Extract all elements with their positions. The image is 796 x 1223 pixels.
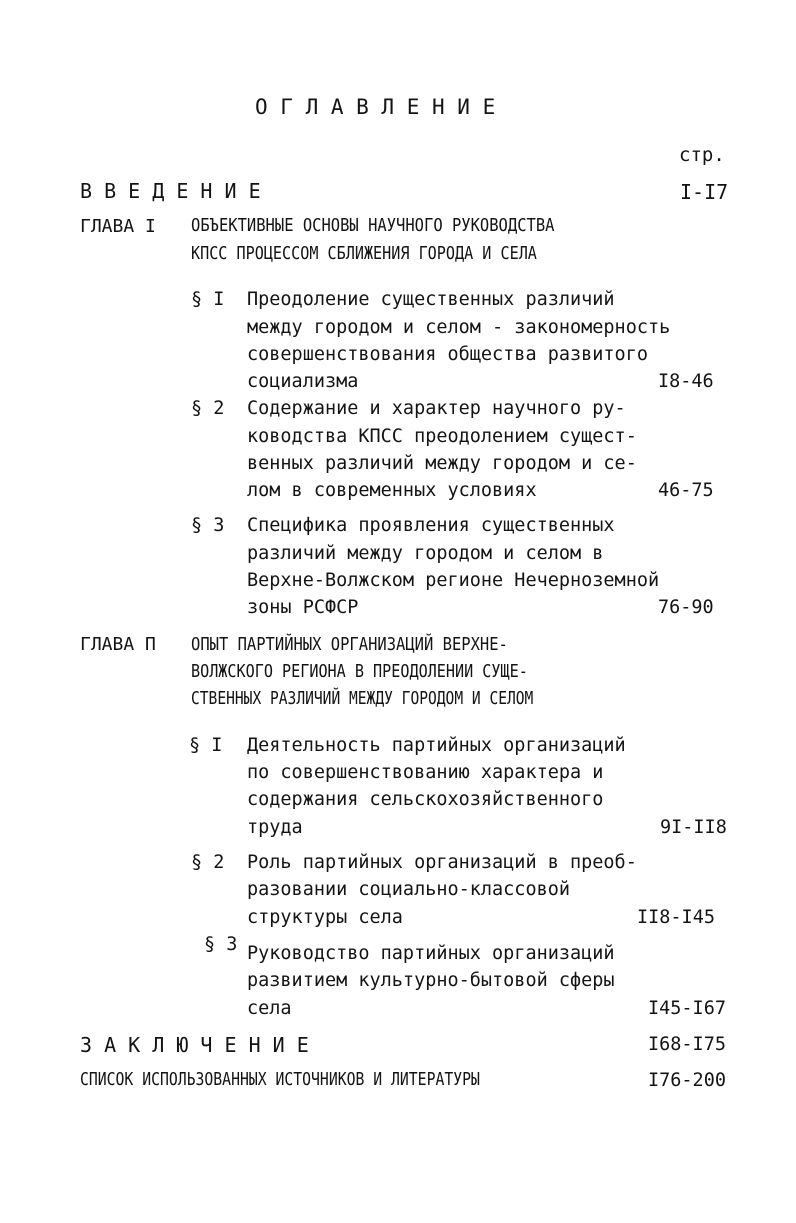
ch2-section-2-mark: § 2 [191,852,225,873]
ch2-section-2-line3: структуры села [247,907,403,928]
intro-pages: I-I7 [680,180,729,204]
ch2-section-3-mark: § 3 [204,934,238,955]
ch1-section-3-pages: 76-90 [658,597,714,618]
chapter-1-label: ГЛАВА I [80,216,156,237]
sources-pages: I76-200 [648,1070,726,1091]
chapter-2-title-line3: СТВЕННЫХ РАЗЛИЧИЙ МЕЖДУ ГОРОДОМ И СЕЛОМ [191,688,534,709]
ch1-section-2-pages: 46-75 [658,480,714,501]
ch2-section-1-line4: труда [247,817,303,838]
ch1-section-3-line2: различий между городом и селом в [247,543,604,564]
ch2-section-3-line1: Руководство партийных организаций [247,943,615,964]
chapter-2-label: ГЛАВА П [80,634,156,655]
ch2-section-2-line2: разовании социально-классовой [247,879,571,900]
ch1-section-1-line2: между городом и селом - закономерность [247,317,671,338]
sources-label: СПИСОК ИСПОЛЬЗОВАННЫХ ИСТОЧНИКОВ И ЛИТЕРАТУРЫ [80,1069,480,1090]
ch1-section-1-pages: I8-46 [658,371,714,392]
intro-label: В В Е Д Е Н И Е [80,179,261,203]
page-title: О Г Л А В Л Е Н И Е [255,95,496,119]
ch1-section-1-mark: § I [191,289,225,310]
ch1-section-2-line1: Содержание и характер научного ру- [247,398,626,419]
chapter-2-title-line1: ОПЫТ ПАРТИЙНЫХ ОРГАНИЗАЦИЙ ВЕРХНЕ- [191,634,508,655]
ch1-section-2-line4: лом в современных условиях [247,480,537,501]
chapter-1-title-line2: КПСС ПРОЦЕССОМ СБЛИЖЕНИЯ ГОРОДА И СЕЛА [191,243,537,264]
ch1-section-3-mark: § 3 [191,515,225,536]
page-column-label: стр. [679,144,725,166]
ch2-section-3-pages: I45-I67 [648,998,726,1019]
ch1-section-3-line1: Специфика проявления существенных [247,515,615,536]
ch2-section-3-line2: развитием культурно-бытовой сферы [247,970,615,991]
ch1-section-3-line4: зоны РСФСР [247,597,359,618]
ch1-section-3-line3: Верхне-Волжском регионе Нечерноземной [247,570,660,591]
conclusion-pages: I68-I75 [648,1034,726,1055]
ch1-section-2-line3: венных различий между городом и се- [247,453,637,474]
ch2-section-1-pages: 9I-II8 [660,817,727,838]
chapter-2-title-line2: ВОЛЖСКОГО РЕГИОНА В ПРЕОДОЛЕНИИ СУЩЕ- [191,661,528,682]
ch2-section-3-line3: села [247,998,292,1019]
ch1-section-2-mark: § 2 [191,398,225,419]
ch2-section-1-line1: Деятельность партийных организаций [247,735,626,756]
ch2-section-1-mark: § I [189,735,223,756]
conclusion-label: З А К Л Ю Ч Е Н И Е [80,1033,309,1057]
ch2-section-2-pages: II8-I45 [637,907,715,928]
ch2-section-1-line3: содержания сельскохозяйственного [247,789,604,810]
ch2-section-1-line2: по совершенствованию характера и [247,762,604,783]
ch1-section-2-line2: ководства КПСС преодолением сущест- [247,426,637,447]
ch1-section-1-line4: социализма [247,371,359,392]
chapter-1-title-line1: ОБЪЕКТИВНЫЕ ОСНОВЫ НАУЧНОГО РУКОВОДСТВА [191,215,555,236]
ch1-section-1-line1: Преодоление существенных различий [247,289,615,310]
ch1-section-1-line3: совершенствования общества развитого [247,344,648,365]
ch2-section-2-line1: Роль партийных организаций в преоб- [247,852,637,873]
